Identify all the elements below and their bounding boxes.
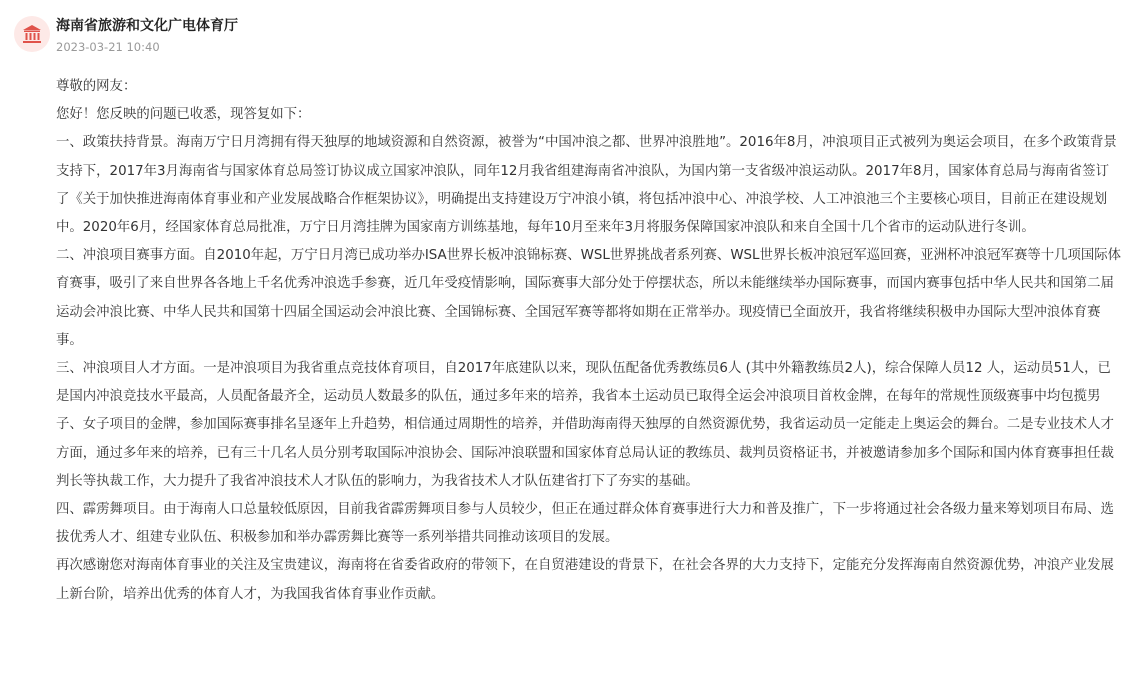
paragraph-surfing-events: 二、冲浪项目赛事方面。自2010年起，万宁日月湾已成功举办ISA世界长板冲浪锦标赛、WSL世界挑战者系列赛、WSL世界长板冲浪冠军巡回赛，亚洲杯冲浪冠军赛等十几项国际体育赛事，吸引了来自世界各各地上千名优秀冲浪选手参赛，近几年受疫情影响，国际赛事大部分处于停摆状态，所以未能继续举办国际赛事，而国内赛事包括中华人民共和国第二届运动会冲浪比赛、中华人民共和国第十四届全国运动会冲浪比赛、全国锦标赛、全国冠军赛等都将如期在正常举办。现疫情已全面放开，我省将继续积极申办国际大型冲浪体育赛事。	[56, 248, 1122, 348]
greeting: 您好！您反映的问题已收悉，现答复如下：	[56, 107, 311, 123]
paragraph-closing: 再次感谢您对海南体育事业的关注及宝贵建议，海南将在省委省政府的带领下，在自贸港建设的背景下，在社会各界的大力支持下，定能充分发挥海南自然资源优势，冲浪产业发展上新台阶，培养出优秀的体育人才，为我国我省体育事业作贡献。	[56, 558, 1114, 602]
avatar[interactable]	[14, 16, 50, 52]
reply-timestamp: 2023-03-21 10:40	[56, 40, 160, 54]
reply-header	[14, 14, 1114, 56]
paragraph-breaking-dance: 四、霹雳舞项目。由于海南人口总量较低原因，目前我省霹雳舞项目参与人员较少，但正在通过群众体育赛事进行大力和普及推广，下一步将通过社会各级力量来筹划项目布局、选拔优秀人才、组建专业队伍、积极参加和举办霹雳舞比赛等一系列举措共同推动该项目的发展。	[56, 502, 1114, 546]
government-building-icon	[21, 23, 43, 45]
salutation: 尊敬的网友：	[56, 79, 137, 94]
paragraph-surfing-talent: 三、冲浪项目人才方面。一是冲浪项目为我省重点竞技体育项目，自2017年底建队以来，现队伍配备优秀教练员6人 (其中外籍教练员2人)，综合保障人员12 人，运动员51人，已是国内冲浪竞技水平最高，人员配备最齐全，运动员人数最多的队伍，通过多年来的培养，我省本土运动员已取得全运会冲浪项目首枚金牌，在每年的常规性顶级赛事中均包揽男子、女子项目的金牌，参加国际赛事排名呈逐年上升趋势，相信通过周期性的培养，并借助海南得天独厚的自然资源优势，我省运动员一定能走上奥运会的舞台。二是专业技术人才方面，通过多年来的培养，已有三十几名人员分别考取国际冲浪协会、国际冲浪联盟和国家体育总局认证的教练员、裁判员资格证书，并被邀请参加多个国际和国内体育赛事担任裁判长等执裁工作，大力提升了我省冲浪技术人才队伍的影响力，为我省技术人才队伍建省打下了夯实的基础。	[56, 361, 1114, 489]
reply-body	[56, 73, 1122, 609]
author-name[interactable]: 海南省旅游和文化广电体育厅	[56, 18, 238, 34]
paragraph-policy-background: 一、政策扶持背景。海南万宁日月湾拥有得天独厚的地域资源和自然资源，被誉为“中国冲浪之都、世界冲浪胜地”。2016年8月，冲浪项目正式被列为奥运会项目，在多个政策背景支持下，2017年3月海南省与国家体育总局签订协议成立国家冲浪队，同年12月我省组建海南省冲浪队，为国内第一支省级冲浪运动队。2017年8月，国家体育总局与海南省签订了《关于加快推进海南体育事业和产业发展战略合作框架协议》，明确提出支持建设万宁冲浪小镇，将包括冲浪中心、冲浪学校、人工冲浪池三个主要核心项目，目前正在建设规划中。2020年6月，经国家体育总局批准，万宁日月湾挂牌为国家南方训练基地，每年10月至来年3月将服务保障国家冲浪队和来自全国十几个省市的运动队进行冬训。	[56, 135, 1117, 236]
